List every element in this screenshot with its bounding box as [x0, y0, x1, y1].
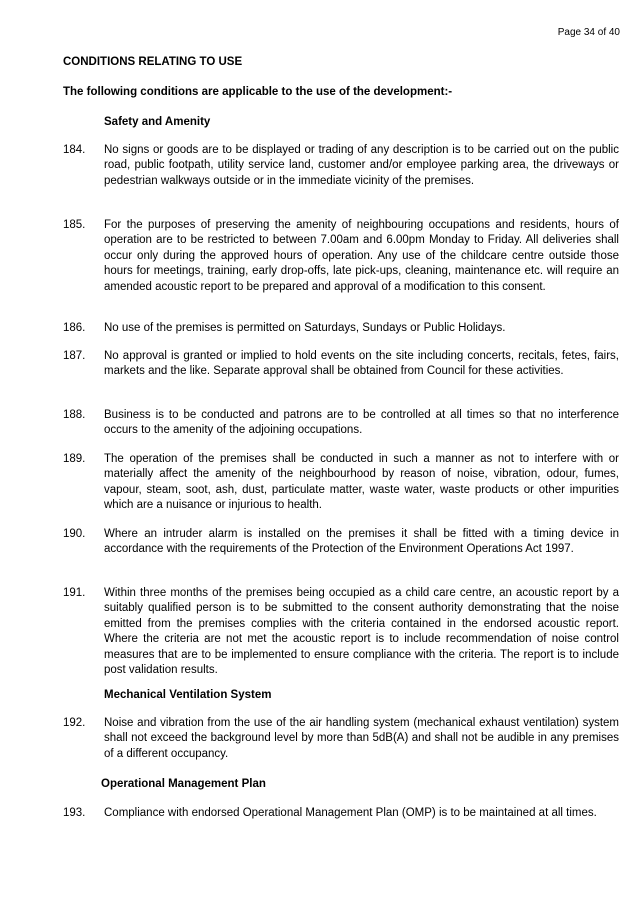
condition-193	[63, 806, 619, 821]
condition-text: Where an intruder alarm is installed on the premises it shall be fitted with a timing device in accordance with the requirements of the Protection of the Environment Operations Act 1997.	[104, 528, 619, 556]
condition-number: 191.	[63, 587, 86, 599]
condition-184	[63, 143, 619, 189]
condition-text: No use of the premises is permitted on Saturdays, Sundays or Public Holidays.	[104, 322, 506, 334]
intro-text: The following conditions are applicable to the use of the development:-	[63, 86, 453, 98]
condition-text: For the purposes of preserving the amenity of neighbouring occupations and residents, hours of operation are to be restricted to between 7.00am and 6.00pm Monday to Friday. All deliveries shall occur only during the approved hours of operation. Any use of the childcare centre outside those hours for meetings, training, early drop-offs, late pick-ups, cleaning, maintenance etc. will require an amended acoustic report to be prepared and approval of a modification to this consent.	[104, 219, 619, 293]
condition-number: 185.	[63, 219, 86, 231]
subheading-mechanical-ventilation: Mechanical Ventilation System	[104, 689, 272, 701]
condition-number: 192.	[63, 717, 86, 729]
page-number: Page 34 of 40	[557, 27, 620, 38]
condition-189	[63, 452, 619, 514]
condition-187	[63, 349, 619, 380]
condition-number: 186.	[63, 322, 86, 334]
condition-number: 187.	[63, 350, 86, 362]
section-heading: CONDITIONS RELATING TO USE	[63, 56, 243, 68]
condition-186	[63, 321, 619, 336]
condition-192	[63, 716, 619, 762]
condition-number: 193.	[63, 807, 86, 819]
subheading-safety-amenity: Safety and Amenity	[104, 116, 211, 128]
condition-text: Noise and vibration from the use of the air handling system (mechanical exhaust ventilation) system shall not exceed the background level by more than 5dB(A) and shall not be audible in any premises of a different occupancy.	[104, 717, 619, 760]
condition-188	[63, 408, 619, 439]
condition-191	[63, 586, 619, 678]
condition-number: 184.	[63, 144, 86, 156]
condition-190	[63, 527, 619, 558]
condition-text: No signs or goods are to be displayed or trading of any description is to be carried out on the public road, public footpath, utility service land, customer and/or employee parking area, the driveways or pedestrian walkways outside or in the immediate vicinity of the premises.	[104, 144, 619, 187]
condition-text: Compliance with endorsed Operational Management Plan (OMP) is to be maintained at all times.	[104, 807, 597, 819]
subheading-operational-management: Operational Management Plan	[101, 778, 266, 790]
condition-text: No approval is granted or implied to hold events on the site including concerts, recitals, fetes, fairs, markets and the like. Separate approval shall be obtained from Council for these activities.	[104, 350, 619, 378]
condition-number: 189.	[63, 453, 86, 465]
condition-number: 188.	[63, 409, 86, 421]
condition-text: Within three months of the premises being occupied as a child care centre, an acoustic report by a suitably qualified person is to be submitted to the consent authority demonstrating that the noise emitted from the premises complies with the criteria contained in the endorsed acoustic report. Where the criteria are not met the acoustic report is to include recommendation of noise control measures that are to be implemented to ensure compliance with the criteria. The report is to include post validation results.	[104, 587, 619, 677]
condition-number: 190.	[63, 528, 86, 540]
condition-185	[63, 218, 619, 295]
condition-text: The operation of the premises shall be conducted in such a manner as not to interfere with or materially affect the amenity of the neighbourhood by reason of noise, vibration, odour, fumes, vapour, steam, soot, ash, dust, particulate matter, waste water, waste products or other impurities which are a nuisance or injurious to health.	[104, 453, 619, 512]
condition-text: Business is to be conducted and patrons are to be controlled at all times so that no interference occurs to the amenity of the adjoining occupations.	[104, 409, 619, 437]
